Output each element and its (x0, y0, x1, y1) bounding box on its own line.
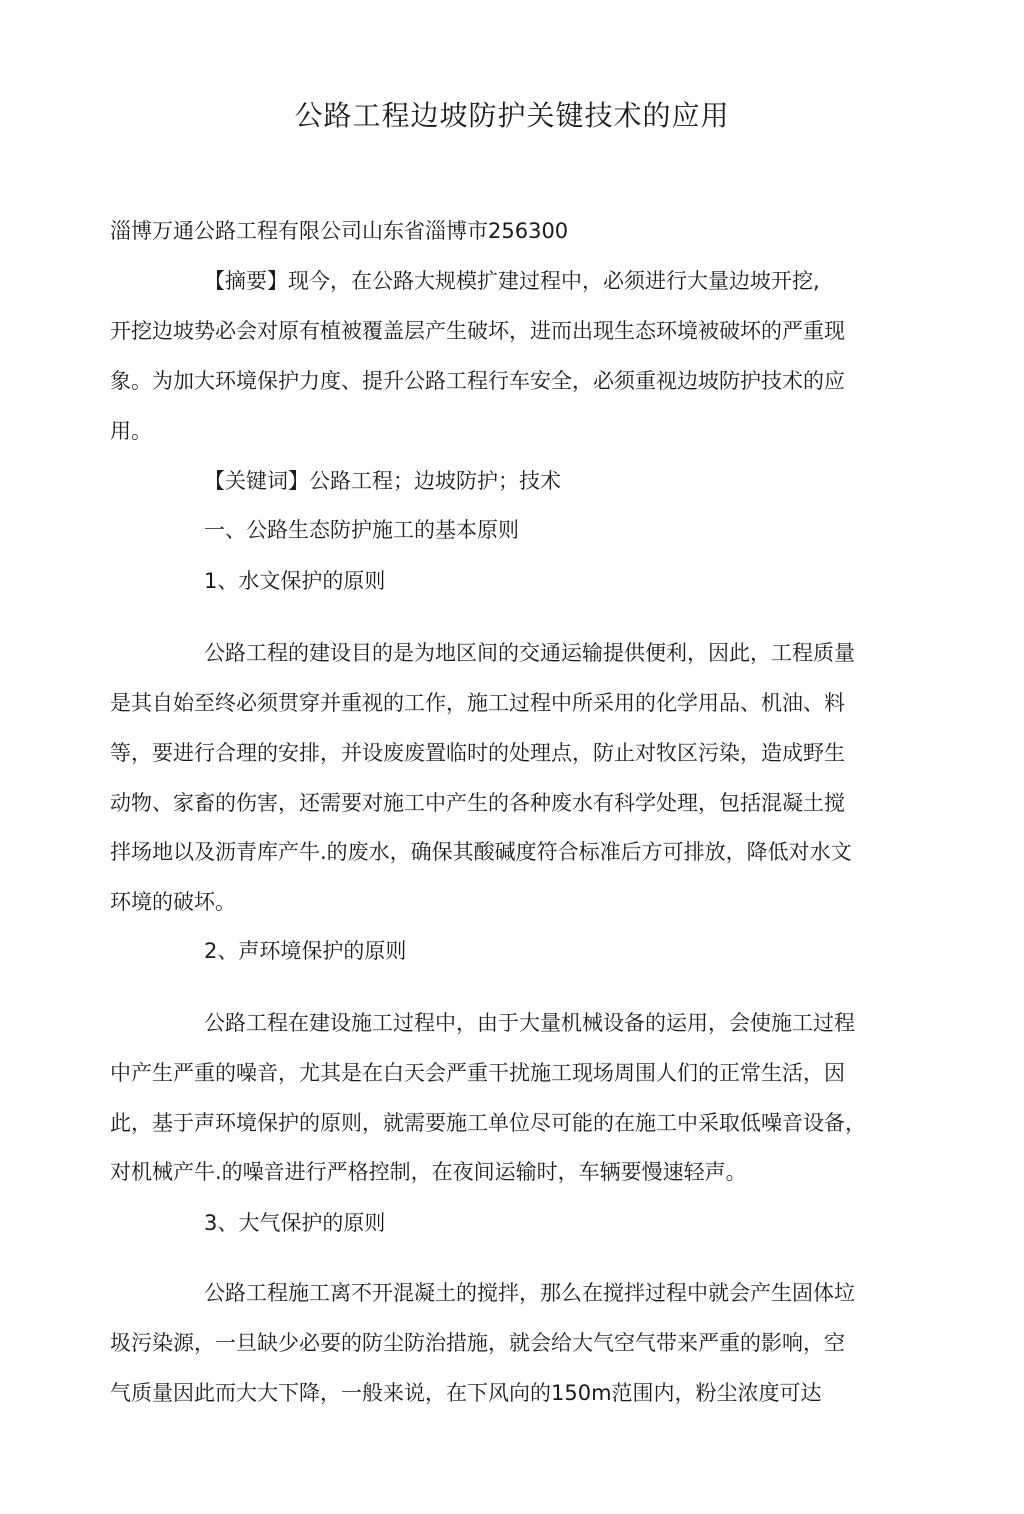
subsection-heading-1: 1、水文保护的原则 (204, 569, 386, 593)
paragraph-2-line: 中产生严重的噪音，尤其是在白天会严重干扰施工现场周围人们的正常生活，因 (110, 1061, 845, 1085)
paragraph-2-line: 此，基于声环境保护的原则，就需要施工单位尽可能的在施工中采取低噪音设备， (110, 1111, 866, 1135)
paragraph-2-line: 公路工程在建设施工过程中，由于大量机械设备的运用，会使施工过程 (204, 1011, 855, 1035)
paragraph-1-line: 是其自始至终必须贯穿并重视的工作，施工过程中所采用的化学用品、机油、料 (110, 691, 845, 715)
section-heading-1: 一、公路生态防护施工的基本原则 (204, 518, 519, 542)
document-title: 公路工程边坡防护关键技术的应用 (294, 99, 730, 132)
paragraph-1-line: 拌场地以及沥青库产牛.的废水，确保其酸碱度符合标准后方可排放，降低对水文 (110, 840, 852, 864)
subsection-heading-2: 2、声环境保护的原则 (204, 939, 407, 963)
paragraph-3-line: 气质量因此而大大下降，一般来说，在下风向的150m范围内，粉尘浓度可达 (110, 1381, 822, 1405)
paragraph-1-line: 公路工程的建设目的是为地区间的交通运输提供便利，因此，工程质量 (204, 641, 855, 665)
abstract-line: 开挖边坡势必会对原有植被覆盖层产生破坏，进而出现生态环境被破坏的严重现 (110, 319, 845, 343)
paragraph-1-line: 等，要进行合理的安排，并设废废置临时的处理点，防止对牧区污染，造成野生 (110, 741, 845, 765)
paragraph-3-line: 圾污染源，一旦缺少必要的防尘防治措施，就会给大气空气带来严重的影响，空 (110, 1331, 845, 1355)
paragraph-2-line: 对机械产牛.的噪音进行严格控制，在夜间运输时，车辆要慢速轻声。 (110, 1160, 747, 1184)
abstract-line: 象。为加大环境保护力度、提升公路工程行车安全，必须重视边坡防护技术的应 (110, 369, 845, 393)
abstract-line: 用。 (110, 419, 152, 443)
subsection-heading-3: 3、大气保护的原则 (204, 1211, 386, 1235)
paragraph-1-line: 环境的破坏。 (110, 890, 236, 914)
author-affiliation: 淄博万通公路工程有限公司山东省淄博市256300 (110, 219, 569, 243)
keywords: 【关键词】公路工程；边坡防护；技术 (204, 469, 561, 493)
paragraph-3-line: 公路工程施工离不开混凝土的搅拌，那么在搅拌过程中就会产生固体垃 (204, 1281, 855, 1305)
abstract-line: 【摘要】现今，在公路大规模扩建过程中，必须进行大量边坡开挖, (204, 269, 820, 293)
paragraph-1-line: 动物、家畜的伤害，还需要对施工中产生的各种废水有科学处理，包括混凝土搅 (110, 791, 845, 815)
